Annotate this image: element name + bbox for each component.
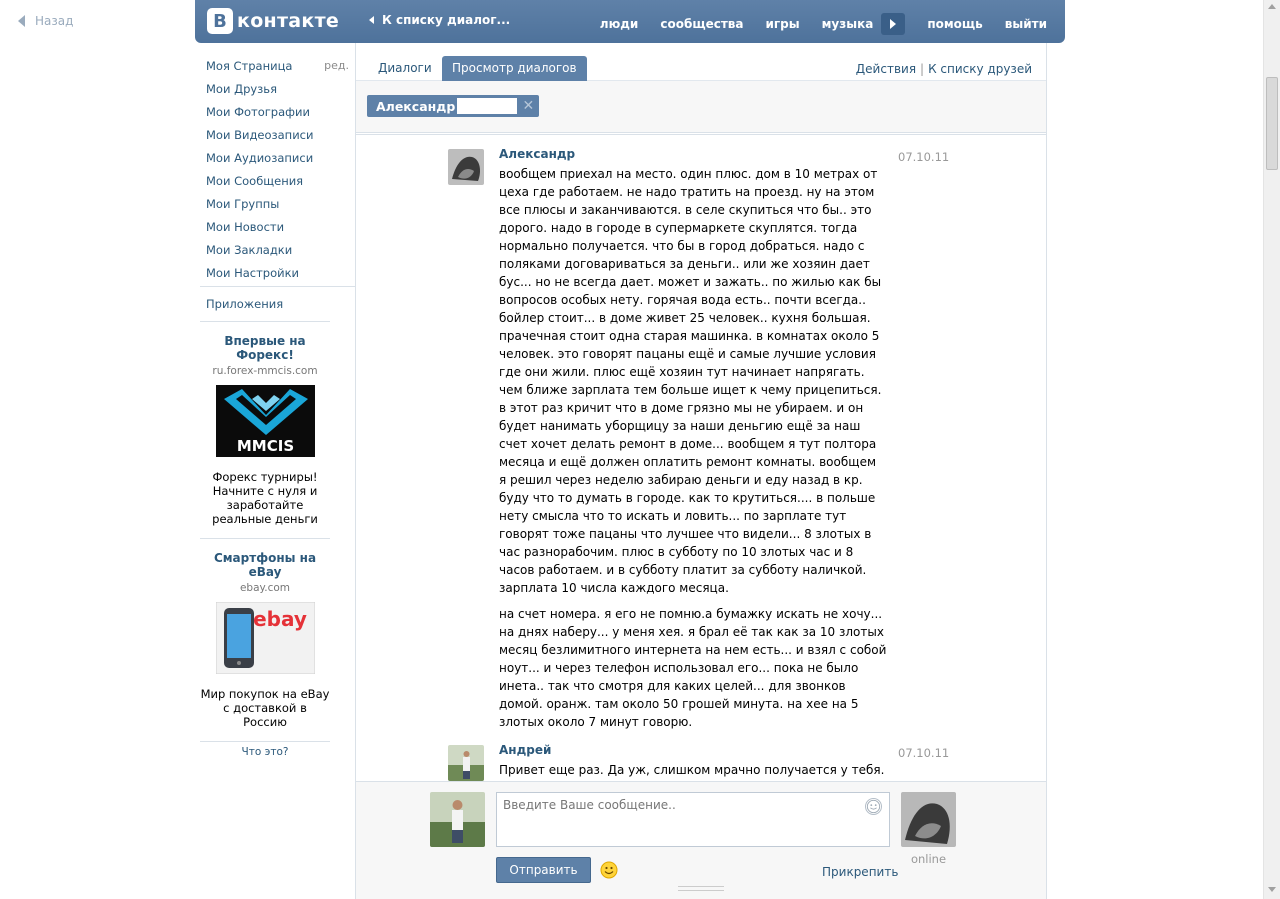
back-label: Назад	[35, 14, 74, 28]
sidebar-item-label[interactable]: Моя Страница	[206, 58, 293, 73]
sidebar-item-label[interactable]: Мои Аудиозаписи	[206, 150, 314, 165]
nav-help[interactable]: помощь	[927, 17, 983, 31]
tab-actions: Действия | К списку друзей	[855, 62, 1032, 76]
sidebar-item-label[interactable]: Мои Видеозаписи	[206, 127, 314, 142]
message-history[interactable]	[356, 134, 1046, 781]
ad-logo-text: MMCIS	[236, 437, 294, 455]
scroll-thumb[interactable]	[1266, 77, 1278, 170]
resize-handle[interactable]	[678, 886, 724, 891]
back-link[interactable]	[18, 14, 73, 28]
sidebar-item-audio	[206, 146, 349, 169]
attach-link[interactable]: Прикрепить	[822, 865, 899, 879]
message-item	[356, 147, 1046, 731]
dialog-panel	[355, 43, 1047, 899]
sidebar-item-news	[206, 215, 349, 238]
sidebar-item-settings	[206, 261, 349, 284]
nav-people[interactable]: люди	[599, 17, 639, 31]
sidebar-item-label[interactable]: Мои Настройки	[206, 265, 300, 280]
tab-bar	[356, 43, 1046, 81]
ad-domain: ru.forex-mmcis.com	[212, 365, 318, 377]
scroll-down-icon[interactable]	[1268, 887, 1276, 892]
nav-music[interactable]: музыка	[821, 17, 874, 31]
vk-logo[interactable]	[207, 8, 339, 34]
mmcis-logo-image[interactable]	[216, 385, 315, 457]
sidebar-item-apps	[206, 292, 349, 315]
avatar[interactable]	[448, 745, 484, 781]
ad-domain: ebay.com	[239, 582, 291, 594]
my-avatar[interactable]	[430, 792, 485, 847]
avatar[interactable]	[448, 149, 484, 185]
sidebar-item-label[interactable]: Мои Друзья	[206, 81, 277, 96]
back-to-dialogs-link[interactable]	[369, 13, 510, 27]
sidebar-item-photos	[206, 100, 349, 123]
ad-logo-text: ebay	[252, 607, 307, 631]
compose-area	[356, 781, 1046, 899]
ad-title[interactable]: Впервые на Форекс!	[224, 334, 306, 362]
message-date: 07.10.11	[898, 150, 950, 164]
friends-list-link[interactable]: К списку друзей	[928, 62, 1032, 76]
divider	[200, 741, 330, 742]
message-paragraph: Привет еще раз. Да уж, слишком мрачно получается у тебя.	[499, 763, 885, 777]
left-sidebar	[200, 54, 349, 758]
participant-filter-bar	[356, 81, 1046, 133]
top-nav	[578, 13, 1047, 35]
send-button[interactable]: Отправить	[496, 857, 591, 883]
message-text	[499, 761, 887, 781]
back-to-dialogs-label: К списку диалог...	[382, 13, 511, 27]
arrow-left-icon	[18, 15, 25, 27]
vk-logo-mark: В	[207, 8, 233, 34]
tab-view-dialogs[interactable]: Просмотр диалогов	[442, 56, 587, 81]
message-author[interactable]: Александр	[499, 147, 576, 161]
actions-link[interactable]: Действия	[855, 62, 917, 76]
ad-description: Мир покупок на eBay с доставкой в Россию	[200, 687, 330, 729]
message-date: 07.10.11	[898, 746, 950, 760]
ad-block[interactable]	[200, 322, 330, 526]
sidebar-item-label[interactable]: Приложения	[206, 296, 284, 311]
sidebar-item-label[interactable]: Мои Фотографии	[206, 104, 310, 119]
whats-this-link[interactable]: Что это?	[241, 746, 289, 758]
sidebar-item-my-page	[206, 54, 349, 77]
close-icon[interactable]: ✕	[522, 98, 535, 114]
ad-block[interactable]	[200, 539, 330, 729]
sidebar-item-groups	[206, 192, 349, 215]
ebay-phone-image[interactable]	[216, 602, 315, 674]
ad-description: Форекс турниры! Начните с нуля и заработайте реальные деньги	[212, 470, 318, 526]
audio-play-button[interactable]	[881, 13, 905, 35]
message-text	[499, 165, 887, 731]
emoji-icon[interactable]	[600, 861, 618, 879]
sidebar-item-label[interactable]: Мои Группы	[206, 196, 280, 211]
message-paragraph: на счет номера. я его не помню.а бумажку искать не хочу... на днях наберу... у меня хея. я брал её так как за 10 злотых месяц безлимитного интернета на нем есть... и взял с собой ноут... и через телефон использовал его... пока не было инета.. так что смотря для каких целей... для звонков домой. оранж. там около 50 грошей минута. на хее на 5 злотых около 7 минут говорю.	[499, 607, 887, 729]
sidebar-item-label[interactable]: Мои Закладки	[206, 242, 293, 257]
scroll-up-icon[interactable]	[1268, 4, 1276, 9]
sidebar-item-friends	[206, 77, 349, 100]
sidebar-item-label[interactable]: Мои Новости	[206, 219, 285, 234]
sidebar-item-bookmarks	[206, 238, 349, 261]
edit-link[interactable]: ред.	[324, 59, 349, 72]
nav-logout[interactable]: выйти	[1004, 17, 1047, 31]
online-status: online	[910, 852, 947, 866]
message-author[interactable]: Андрей	[499, 743, 552, 757]
vk-logo-text: контакте	[237, 10, 340, 32]
sidebar-item-videos	[206, 123, 349, 146]
nav-communities[interactable]: сообщества	[660, 17, 744, 31]
play-icon	[890, 19, 896, 29]
sidebar-item-messages	[206, 169, 349, 192]
participant-chip[interactable]	[367, 95, 539, 117]
page-scrollbar[interactable]	[1263, 0, 1280, 899]
arrow-left-icon	[369, 16, 374, 24]
smile-icon[interactable]	[865, 798, 882, 815]
nav-games[interactable]: игры	[765, 17, 800, 31]
peer-avatar[interactable]	[901, 792, 956, 847]
ad-title[interactable]: Смартфоны на eBay	[213, 551, 317, 579]
message-paragraph: вообщем приехал на место. один плюс. дом в 10 метрах от цеха где работаем. не надо тратить на проезд. ну на этом все плюсы и заканчиваются. в селе скупиться что бы.. это дорого. надо в городе в супермаркете скуплятся. тогда нормально получается. что бы в город добраться. надо с поляками договариваться за деньги.. или же хозяин дает бус... но не всегда дает. может и зажать.. по жилью как бы вопросов особых нету. горячая вода есть.. почти всегда.. бойлер стоит... в доме живет 25 человек.. кухня большая. прачечная стоит одна старая машинка. в комнатах около 5 человек. это говорят пацаны ещё и самые лучшие условия где они жили. плюс ещё хозяин тут начинает напрягать. чем ближе зарплата тем больше ищет к чему прицепиться. в этот раз кричит что в доме грязно мы не убираем. и он будет нанимать уборщицу за наши деньгию ещё за наш счет хочет делать ремонт в доме... вообщем я тут полтора месяца и ещё должен оплатить ремонт комнаты. вообщем я решил через неделю забираю деньги и еду назад в кр. буду что то думать в городе. как то крутиться.... в польше нету смысла что то искать и ловить... по зарплате тут говорят тоже пацаны что лучшее что видели... 8 злотых в час разнорабочим. плюс в субботу по 10 злотых час и 8 часов работаем. и в субботу платит за субботу наличкой. зарплата 10 числа каждого месяца.	[499, 167, 882, 595]
top-header	[195, 0, 1065, 43]
participant-chip-label: Александр	[376, 98, 456, 114]
message-item	[356, 743, 1046, 781]
redacted-surname	[457, 98, 517, 114]
message-input[interactable]: Введите Ваше сообщение..	[496, 792, 890, 847]
tab-dialogs[interactable]: Диалоги	[378, 61, 432, 75]
sidebar-item-label[interactable]: Мои Сообщения	[206, 173, 304, 188]
